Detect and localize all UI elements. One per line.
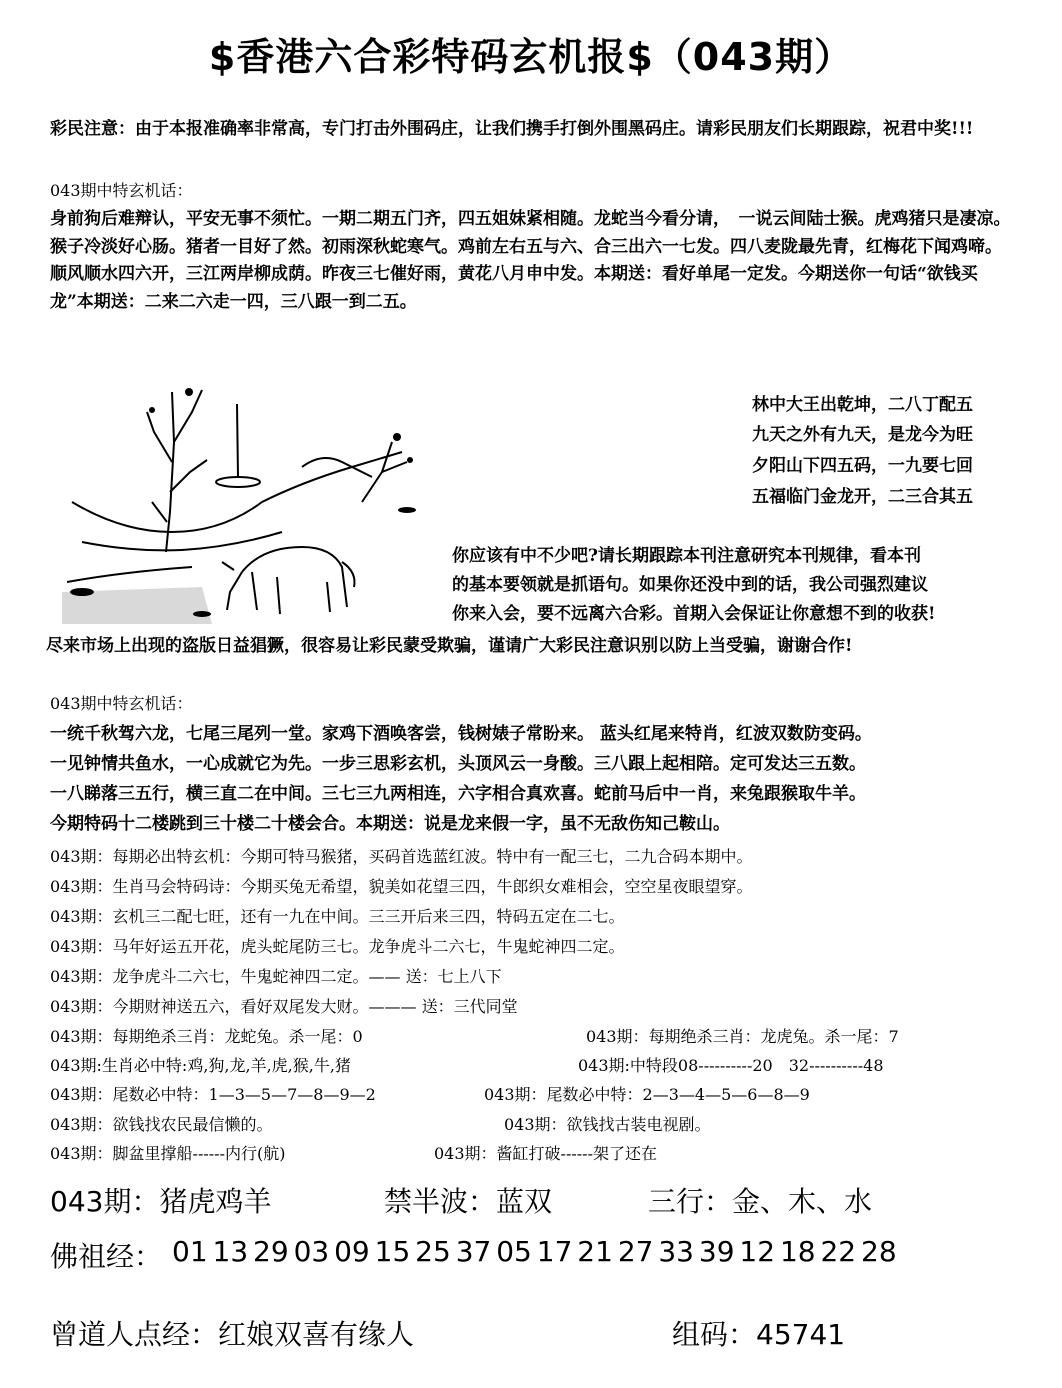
poem-line: 九天之外有九天，是龙今为旺 xyxy=(752,425,973,445)
item-line: 043期：玄机三二配七旺，还有一九在中间。三三开后来三四，特码五定在二七。 xyxy=(50,907,625,926)
ad-line: 尽来市场上出现的盗版日益猖獗，很容易让彩民蒙受欺骗，谨请广大彩民注意识别以防上当受骗，谢谢合作! xyxy=(46,636,853,656)
fozu-numbers: 01 13 29 03 09 15 25 37 05 17 21 27 33 39 12 18 22 28 xyxy=(172,1235,897,1268)
poem-line: 夕阳山下四五码，一九要七回 xyxy=(752,456,973,476)
grazing-ox-illustration xyxy=(62,382,438,624)
section2-line: 一见钟情共鱼水，一心成就它为先。一步三思彩玄机，头顶风云一身酸。三八跟上起相陪。定可发达三五数。 xyxy=(50,754,866,774)
section2-line: 一统千秋驾六龙，七尾三尾列一堂。家鸡下酒唤客尝，钱树婊子常盼来。 蓝头红尾来特肖，红波双数防变码。 xyxy=(50,724,872,744)
item-line: 043期：龙争虎斗二六七，牛鬼蛇神四二定。—— 送：七上八下 xyxy=(50,967,502,986)
pair-right: 043期：酱缸打破------架了还在 xyxy=(434,1144,657,1163)
pair-left: 043期：脚盆里撑船------内行(航) xyxy=(50,1144,286,1163)
pair-left: 043期：每期绝杀三肖：龙蛇兔。杀一尾：0 xyxy=(50,1027,363,1046)
daoren-line: 曾道人点经：红娘双喜有缘人 xyxy=(50,1318,415,1351)
notice: 彩民注意：由于本报准确率非常高，专门打击外围码庄，让我们携手打倒外围黑码庄。请彩民朋友们长期跟踪，祝君中奖!!! xyxy=(50,119,974,139)
page-title: $香港六合彩特码玄机报$（043期） xyxy=(208,35,854,79)
section2-line: 一八睇落三五行，横三直二在中间。三七三九两相连，六字相合真欢喜。蛇前马后中一肖，来兔跟猴取牛羊。 xyxy=(50,784,866,804)
section1-body: 身前狗后难辩认，平安无事不须忙。一期二期五门齐，四五姐妹紧相随。龙蛇当今看分请， 一说云间陆士猴。虎鸡猪只是凄凉。猴子冷淡好心肠。猪者一目好了然。初雨深秋蛇寒气。鸡前左右五与六、合三出六一七发。四八麦陇最先青，红梅花下闻鸡啼。顺风顺水四六开，三江两岸柳成荫。昨夜三七催好雨，黄花八月申中发。本期送：看好单尾一定发。今期送你一句话“欲钱买龙”本期送：二来二六走一四，三八跟一到二五。 xyxy=(50,209,1011,312)
pair-left: 043期:生肖必中特:鸡,狗,龙,羊,虎,猴,牛,猪 xyxy=(50,1056,351,1075)
ad-line: 你应该有中不少吧?请长期跟踪本刊注意研究本刊规律，看本刊 xyxy=(452,546,921,566)
item-line: 043期：每期必出特玄机：今期可特马猴猪，买码首选蓝红波。特中有一配三七，二九合码本期中。 xyxy=(50,847,753,866)
pair-left: 043期：欲钱找农民最信懒的。 xyxy=(50,1115,273,1134)
ad-line: 你来入会，要不远离六合彩。首期入会保证让你意想不到的收获! xyxy=(452,604,936,624)
summary-ban: 禁半波：蓝双 xyxy=(384,1185,553,1218)
pair-right: 043期：尾数必中特：2—3—4—5—6—8—9 xyxy=(484,1085,810,1104)
section2-line: 今期特码十二楼跳到三十楼二十楼会合。本期送：说是龙来假一字，虽不无敌伤知己鞍山。 xyxy=(50,814,730,834)
summary-sanxing: 三行：金、木、水 xyxy=(648,1185,873,1218)
pair-right: 043期:中特段08----------20 32----------48 xyxy=(578,1056,884,1075)
poem-line: 五福临门金龙开，二三合其五 xyxy=(752,487,973,507)
pair-right: 043期：欲钱找古装电视剧。 xyxy=(504,1115,711,1134)
section2-heading: 043期中特玄机话： xyxy=(50,694,193,713)
ad-line: 的基本要领就是抓语句。如果你还没中到的话，我公司强烈建议 xyxy=(452,575,928,595)
summary-zodiac: 043期：猪虎鸡羊 xyxy=(50,1185,272,1218)
item-line: 043期：今期财神送五六，看好双尾发大财。——— 送：三代同堂 xyxy=(50,997,518,1016)
item-line: 043期：生肖马会特码诗：今期买兔无希望，貌美如花望三四，牛郎织女难相会，空空星夜眼望穿。 xyxy=(50,877,753,896)
pair-left: 043期：尾数必中特：1—3—5—7—8—9—2 xyxy=(50,1085,376,1104)
section1-heading: 043期中特玄机话： xyxy=(50,181,193,200)
pair-right: 043期：每期绝杀三肖：龙虎兔。杀一尾：7 xyxy=(586,1027,899,1046)
zuma-line: 组码：45741 xyxy=(672,1318,846,1351)
poem-line: 林中大王出乾坤，二八丁配五 xyxy=(752,395,973,415)
fozu-label: 佛祖经： xyxy=(50,1240,163,1273)
item-line: 043期：马年好运五开花，虎头蛇尾防三七。龙争虎斗二六七，牛鬼蛇神四二定。 xyxy=(50,937,625,956)
